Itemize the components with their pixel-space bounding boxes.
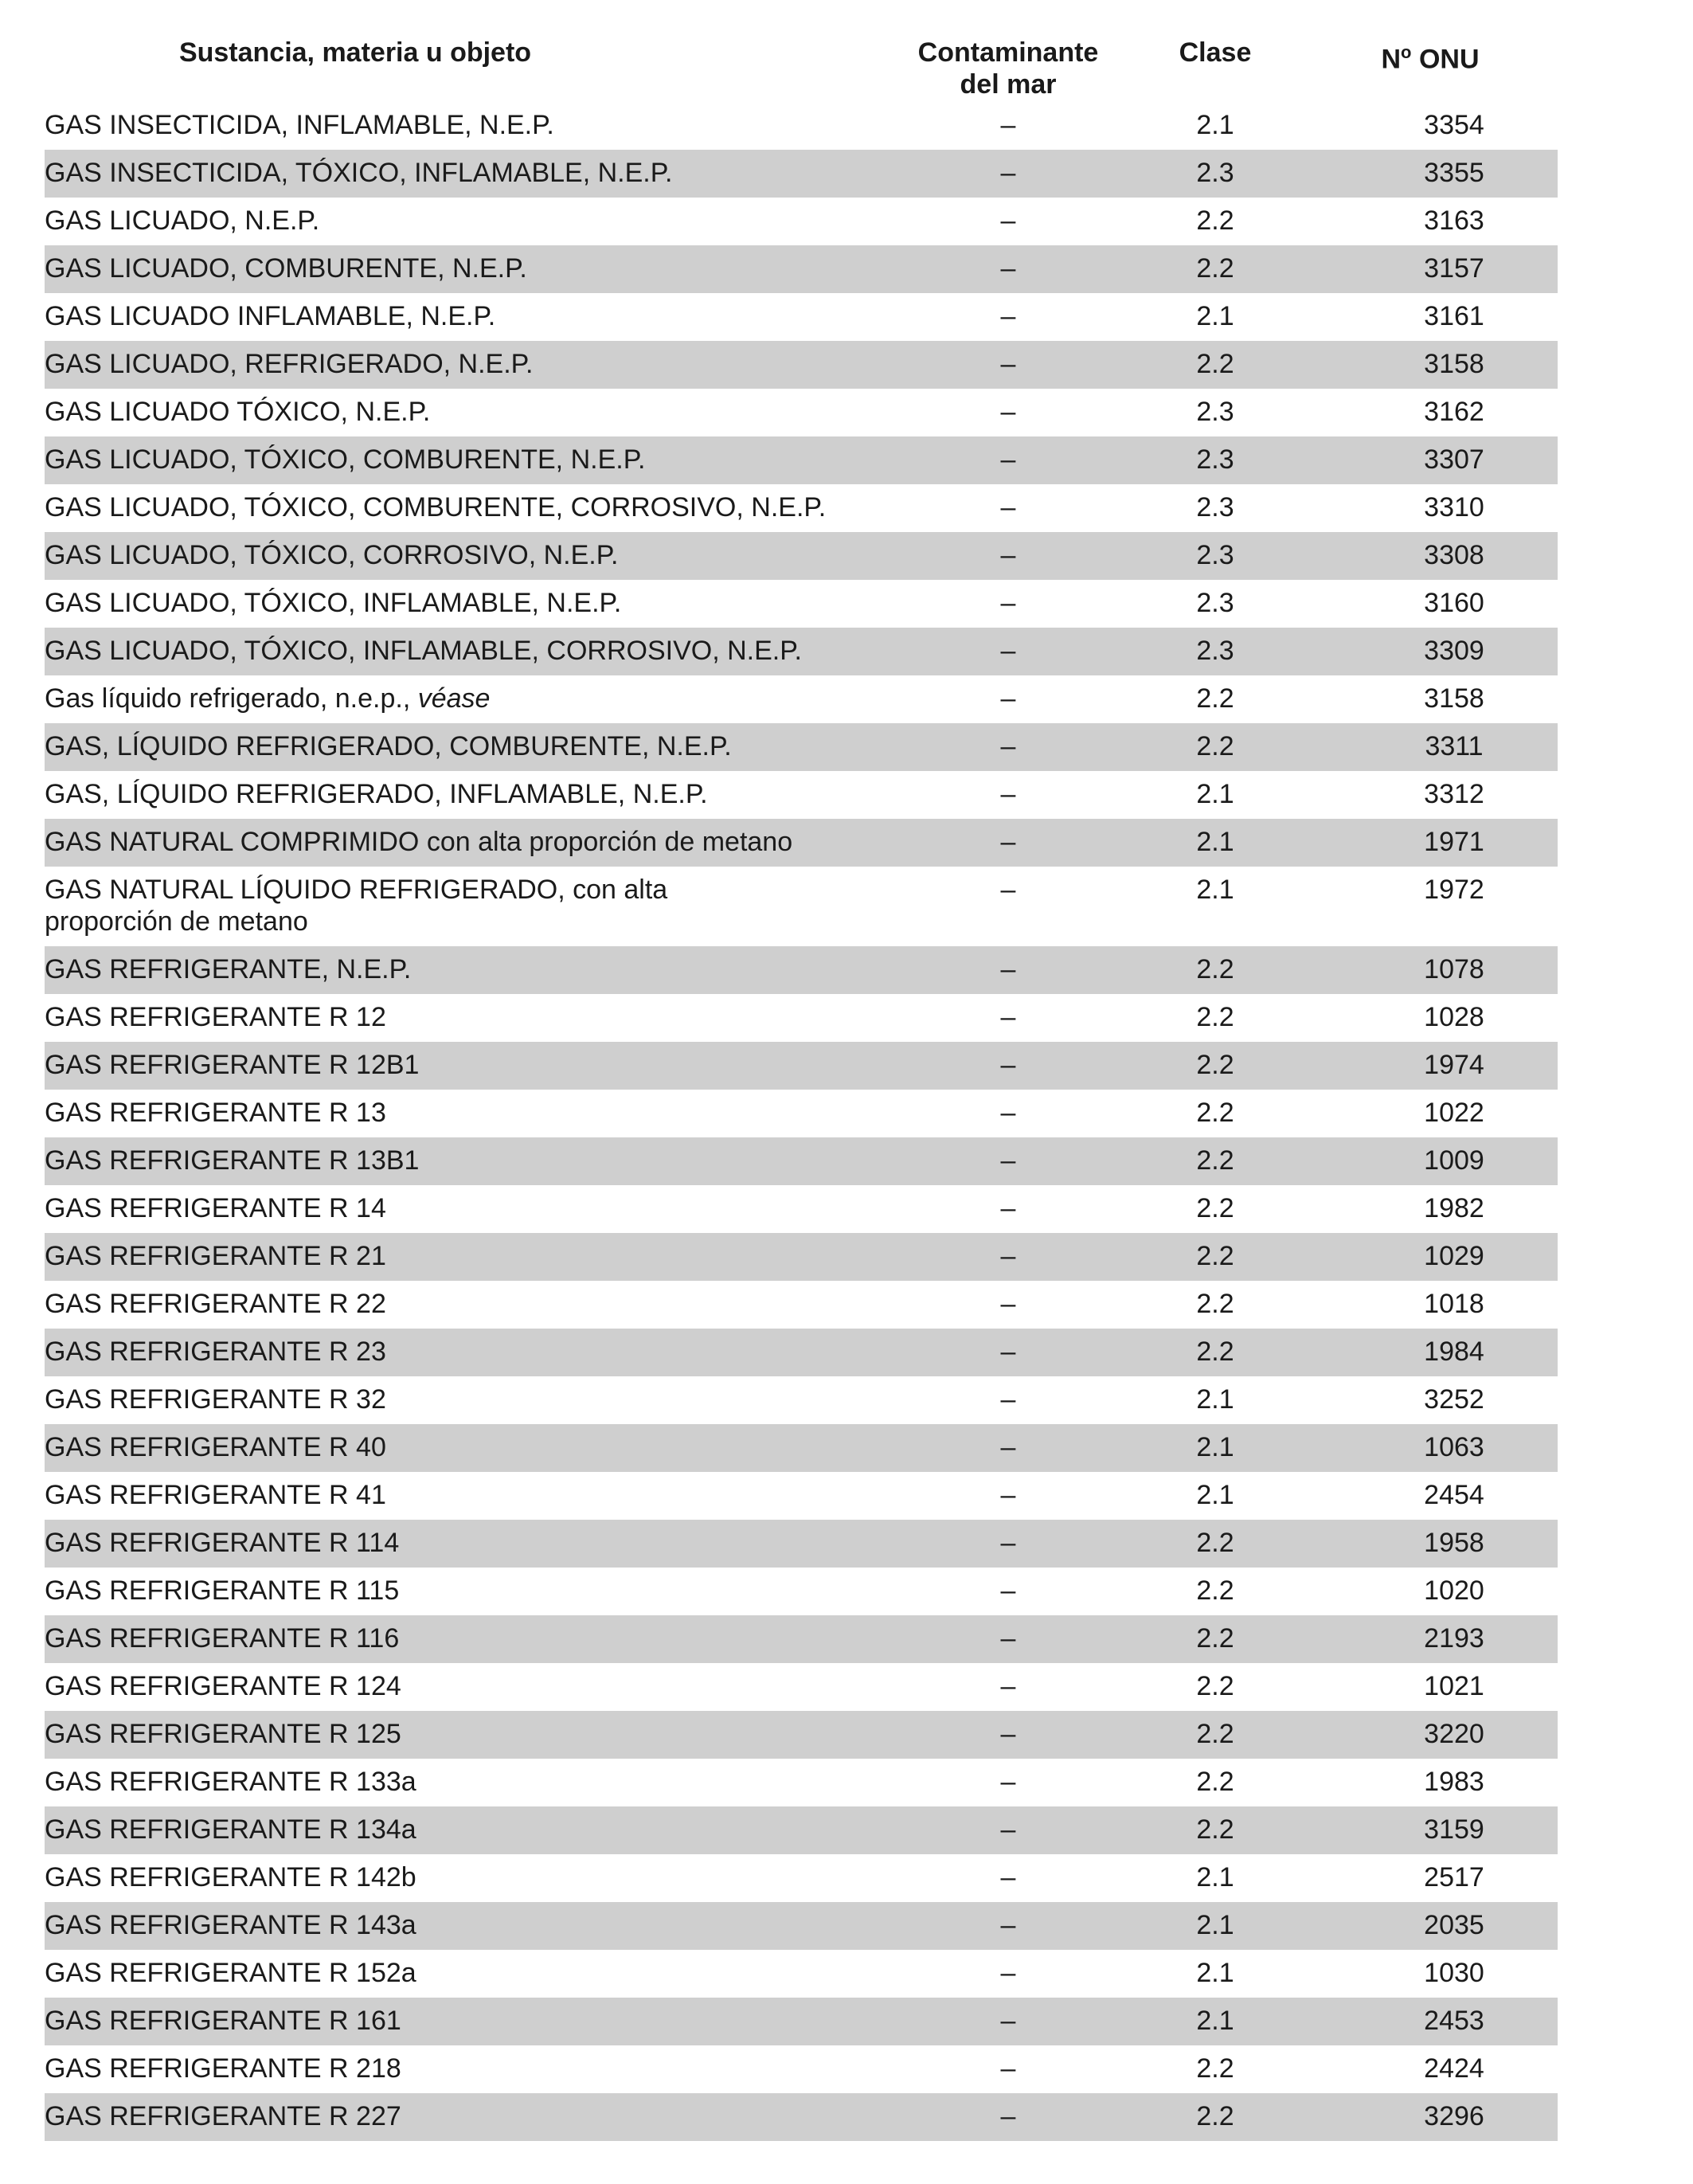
class-cell: 2.2 xyxy=(1196,1145,1234,1176)
marine-pollutant-cell: – xyxy=(1000,1002,1016,1032)
substance-name xyxy=(45,1759,936,1798)
marine-pollutant-cell: – xyxy=(1000,1337,1016,1367)
un-number-cell: 1028 xyxy=(1424,1002,1484,1032)
table-row xyxy=(45,1615,1558,1663)
marine-pollutant-cell: – xyxy=(1000,1767,1016,1797)
marine-pollutant-cell: – xyxy=(1000,588,1016,618)
un-number-cell: 3312 xyxy=(1424,779,1484,809)
class-cell: 2.1 xyxy=(1196,875,1234,905)
substance-name xyxy=(45,389,936,428)
class-cell: 2.2 xyxy=(1196,1814,1234,1845)
un-number-cell: 2517 xyxy=(1424,1862,1484,1892)
class-cell: 2.3 xyxy=(1196,444,1234,475)
class-cell: 2.1 xyxy=(1196,1910,1234,1940)
un-number-cell: 2453 xyxy=(1424,2006,1484,2036)
class-cell: 2.2 xyxy=(1196,2053,1234,2084)
class-cell: 2.1 xyxy=(1196,1480,1234,1510)
substance-name xyxy=(45,723,936,762)
table-row xyxy=(45,1281,1558,1329)
un-number-cell: 1029 xyxy=(1424,1241,1484,1271)
class-cell: 2.2 xyxy=(1196,1337,1234,1367)
un-number-cell: 3162 xyxy=(1424,397,1484,427)
marine-pollutant-cell: – xyxy=(1000,540,1016,570)
class-cell: 2.1 xyxy=(1196,1432,1234,1462)
marine-pollutant-cell: – xyxy=(1000,1719,1016,1749)
un-number-cell: 3355 xyxy=(1424,158,1484,188)
table-row xyxy=(45,1663,1558,1711)
substance-name xyxy=(45,484,936,523)
marine-pollutant-cell: – xyxy=(1000,205,1016,236)
marine-pollutant-cell: – xyxy=(1000,301,1016,331)
substance-name xyxy=(45,436,936,476)
class-cell: 2.2 xyxy=(1196,1050,1234,1080)
substance-name xyxy=(45,1137,936,1176)
class-cell: 2.2 xyxy=(1196,1767,1234,1797)
substance-name-text: GAS REFRIGERANTE R 12 xyxy=(45,1002,386,1032)
table-row xyxy=(45,1137,1558,1185)
substance-name xyxy=(45,628,936,667)
table-row xyxy=(45,1090,1558,1137)
substance-name xyxy=(45,1472,936,1511)
un-number-cell: 1022 xyxy=(1424,1098,1484,1128)
table-row xyxy=(45,819,1558,867)
table-row xyxy=(45,436,1558,484)
table-row xyxy=(45,150,1558,198)
substance-name xyxy=(45,1663,936,1702)
substance-name-text: GAS INSECTICIDA, INFLAMABLE, N.E.P. xyxy=(45,110,554,140)
marine-pollutant-cell: – xyxy=(1000,158,1016,188)
substance-name xyxy=(45,994,936,1033)
marine-pollutant-cell: – xyxy=(1000,1145,1016,1176)
class-cell: 2.1 xyxy=(1196,1958,1234,1988)
substance-name xyxy=(45,245,936,284)
class-cell: 2.2 xyxy=(1196,731,1234,761)
un-number-cell: 1063 xyxy=(1424,1432,1484,1462)
substance-name-text: GAS REFRIGERANTE R 161 xyxy=(45,2006,401,2036)
substance-name xyxy=(45,2045,936,2084)
table-row xyxy=(45,341,1558,389)
substance-name-text: GAS REFRIGERANTE R 143a xyxy=(45,1910,416,1940)
un-number-cell: 1009 xyxy=(1424,1145,1484,1176)
un-number-cell: 1984 xyxy=(1424,1337,1484,1367)
un-number-cell: 3309 xyxy=(1424,636,1484,666)
table-row xyxy=(45,1233,1558,1281)
substance-name-text: GAS LICUADO, TÓXICO, INFLAMABLE, N.E.P. xyxy=(45,588,622,618)
marine-pollutant-cell: – xyxy=(1000,731,1016,761)
substance-name xyxy=(45,1950,936,1989)
substance-table xyxy=(45,32,1558,2141)
table-row xyxy=(45,994,1558,1042)
class-cell: 2.2 xyxy=(1196,1098,1234,1128)
marine-pollutant-cell: – xyxy=(1000,1384,1016,1415)
table-row xyxy=(45,198,1558,245)
marine-pollutant-cell: – xyxy=(1000,1671,1016,1701)
class-cell: 2.1 xyxy=(1196,779,1234,809)
class-cell: 2.2 xyxy=(1196,205,1234,236)
un-number-cell: 3157 xyxy=(1424,253,1484,284)
class-cell: 2.1 xyxy=(1196,1384,1234,1415)
header-un-prefix: N xyxy=(1381,44,1402,75)
table-row xyxy=(45,1759,1558,1806)
table-row xyxy=(45,675,1558,723)
marine-pollutant-cell: – xyxy=(1000,1289,1016,1319)
substance-name-text: GAS REFRIGERANTE R 142b xyxy=(45,1862,416,1892)
table-row xyxy=(45,389,1558,436)
table-row xyxy=(45,771,1558,819)
substance-name-text: GAS REFRIGERANTE R 23 xyxy=(45,1337,386,1367)
substance-name-text: GAS INSECTICIDA, TÓXICO, INFLAMABLE, N.E.P. xyxy=(45,158,673,188)
substance-name xyxy=(45,1042,936,1081)
substance-name-text: GAS NATURAL COMPRIMIDO con alta proporción de metano xyxy=(45,827,793,857)
substance-name-text: GAS REFRIGERANTE R 227 xyxy=(45,2101,401,2131)
substance-name xyxy=(45,1233,936,1272)
un-number-cell: 1078 xyxy=(1424,954,1484,984)
header-un-number xyxy=(1303,32,1558,102)
substance-name xyxy=(45,1424,936,1463)
un-number-cell: 3354 xyxy=(1424,110,1484,140)
marine-pollutant-cell: – xyxy=(1000,253,1016,284)
substance-name-text: GAS REFRIGERANTE R 22 xyxy=(45,1289,386,1319)
un-number-cell: 1974 xyxy=(1424,1050,1484,1080)
class-cell: 2.1 xyxy=(1196,827,1234,857)
marine-pollutant-cell: – xyxy=(1000,2053,1016,2084)
substance-name-text: GAS REFRIGERANTE R 32 xyxy=(45,1384,386,1415)
un-number-cell: 3307 xyxy=(1424,444,1484,475)
un-number-cell: 3308 xyxy=(1424,540,1484,570)
marine-pollutant-cell: – xyxy=(1000,2006,1016,2036)
substance-name xyxy=(45,532,936,571)
table-row xyxy=(45,484,1558,532)
class-cell: 2.3 xyxy=(1196,397,1234,427)
marine-pollutant-cell: – xyxy=(1000,492,1016,523)
marine-pollutant-cell: – xyxy=(1000,1862,1016,1892)
marine-pollutant-cell: – xyxy=(1000,1910,1016,1940)
un-number-cell: 3252 xyxy=(1424,1384,1484,1415)
table-row xyxy=(45,1424,1558,1472)
substance-name-text: GAS REFRIGERANTE R 152a xyxy=(45,1958,416,1988)
substance-name xyxy=(45,867,936,937)
table-row xyxy=(45,1042,1558,1090)
substance-name-text: GAS REFRIGERANTE R 14 xyxy=(45,1193,386,1223)
substance-name-text: GAS NATURAL LÍQUIDO REFRIGERADO, con alta xyxy=(45,875,668,905)
class-cell: 2.1 xyxy=(1196,301,1234,331)
un-number-cell: 1030 xyxy=(1424,1958,1484,1988)
substance-name-text: GAS LICUADO, COMBURENTE, N.E.P. xyxy=(45,253,527,284)
substance-name xyxy=(45,580,936,619)
table-header xyxy=(45,32,1558,102)
substance-name-text: GAS REFRIGERANTE R 21 xyxy=(45,1241,386,1271)
substance-name xyxy=(45,1806,936,1845)
substance-name xyxy=(45,946,936,985)
un-number-cell: 3161 xyxy=(1424,301,1484,331)
substance-name-text: GAS REFRIGERANTE R 13 xyxy=(45,1098,386,1128)
un-number-cell: 3159 xyxy=(1424,1814,1484,1845)
substance-name xyxy=(45,2093,936,2132)
marine-pollutant-cell: – xyxy=(1000,1050,1016,1080)
class-cell: 2.2 xyxy=(1196,1241,1234,1271)
substance-name xyxy=(45,150,936,189)
substance-name-text: GAS LICUADO, REFRIGERADO, N.E.P. xyxy=(45,349,534,379)
table-row xyxy=(45,102,1558,150)
class-cell: 2.3 xyxy=(1196,636,1234,666)
substance-name-text: GAS REFRIGERANTE R 116 xyxy=(45,1623,400,1654)
substance-name-text: GAS REFRIGERANTE, N.E.P. xyxy=(45,954,412,984)
substance-name xyxy=(45,1185,936,1224)
class-cell: 2.2 xyxy=(1196,349,1234,379)
substance-name xyxy=(45,1329,936,1368)
substance-name-text: GAS REFRIGERANTE R 125 xyxy=(45,1719,401,1749)
marine-pollutant-cell: – xyxy=(1000,954,1016,984)
un-number-cell: 1958 xyxy=(1424,1528,1484,1558)
marine-pollutant-cell: – xyxy=(1000,1193,1016,1223)
un-number-cell: 3220 xyxy=(1424,1719,1484,1749)
marine-pollutant-cell: – xyxy=(1000,110,1016,140)
marine-pollutant-cell: – xyxy=(1000,1480,1016,1510)
class-cell: 2.2 xyxy=(1196,683,1234,714)
table-row xyxy=(45,580,1558,628)
un-number-cell: 3158 xyxy=(1424,349,1484,379)
class-cell: 2.2 xyxy=(1196,253,1234,284)
substance-name-text: GAS LICUADO, TÓXICO, COMBURENTE, CORROSIVO, N.E.P. xyxy=(45,492,827,523)
class-cell: 2.2 xyxy=(1196,954,1234,984)
class-cell: 2.3 xyxy=(1196,158,1234,188)
substance-name xyxy=(45,102,936,141)
header-class: Clase xyxy=(1179,37,1252,68)
table-row xyxy=(45,293,1558,341)
substance-name xyxy=(45,1281,936,1320)
substance-name xyxy=(45,771,936,810)
marine-pollutant-cell: – xyxy=(1000,444,1016,475)
substance-name-continuation: proporción de metano xyxy=(45,906,308,937)
class-cell: 2.2 xyxy=(1196,1671,1234,1701)
class-cell: 2.3 xyxy=(1196,492,1234,523)
table-row xyxy=(45,2093,1558,2141)
substance-name-text: GAS REFRIGERANTE R 124 xyxy=(45,1671,401,1701)
marine-pollutant-cell: – xyxy=(1000,683,1016,714)
marine-pollutant-cell: – xyxy=(1000,875,1016,905)
see-reference: véase xyxy=(417,683,491,714)
un-number-cell: 3158 xyxy=(1424,683,1484,714)
substance-name-text: GAS LICUADO, TÓXICO, INFLAMABLE, CORROSIVO, N.E.P. xyxy=(45,636,802,666)
substance-name xyxy=(45,1615,936,1654)
table-row xyxy=(45,867,1558,946)
table-row xyxy=(45,1902,1558,1950)
un-number-cell: 2424 xyxy=(1424,2053,1484,2084)
marine-pollutant-cell: – xyxy=(1000,1623,1016,1654)
table-row xyxy=(45,723,1558,771)
marine-pollutant-cell: – xyxy=(1000,827,1016,857)
table-row xyxy=(45,1185,1558,1233)
class-cell: 2.2 xyxy=(1196,1002,1234,1032)
header-spacer xyxy=(666,32,936,102)
substance-name-text: GAS REFRIGERANTE R 134a xyxy=(45,1814,416,1845)
substance-name xyxy=(45,341,936,380)
substance-name xyxy=(45,198,936,237)
substance-name xyxy=(45,1568,936,1607)
table-row xyxy=(45,532,1558,580)
substance-name-text: GAS REFRIGERANTE R 40 xyxy=(45,1432,386,1462)
substance-name xyxy=(45,293,936,332)
table-row xyxy=(45,628,1558,675)
un-number-cell: 1983 xyxy=(1424,1767,1484,1797)
marine-pollutant-cell: – xyxy=(1000,1098,1016,1128)
header-un-suffix: ONU xyxy=(1411,44,1480,75)
class-cell: 2.3 xyxy=(1196,540,1234,570)
un-number-cell: 2035 xyxy=(1424,1910,1484,1940)
table-row xyxy=(45,1854,1558,1902)
class-cell: 2.2 xyxy=(1196,1575,1234,1606)
marine-pollutant-cell: – xyxy=(1000,779,1016,809)
table-row xyxy=(45,1472,1558,1520)
un-number-cell: 2193 xyxy=(1424,1623,1484,1654)
substance-name-text: GAS REFRIGERANTE R 13B1 xyxy=(45,1145,420,1176)
substance-name xyxy=(45,1854,936,1893)
class-cell: 2.2 xyxy=(1196,2101,1234,2131)
table-row xyxy=(45,1950,1558,1998)
un-number-cell: 3163 xyxy=(1424,205,1484,236)
header-substance: Sustancia, materia u objeto xyxy=(178,37,532,68)
un-number-cell: 1982 xyxy=(1424,1193,1484,1223)
table-row xyxy=(45,1568,1558,1615)
substance-name-text: GAS REFRIGERANTE R 133a xyxy=(45,1767,416,1797)
table-row xyxy=(45,1806,1558,1854)
substance-name-text: GAS REFRIGERANTE R 218 xyxy=(45,2053,401,2084)
class-cell: 2.1 xyxy=(1196,110,1234,140)
table-row xyxy=(45,1711,1558,1759)
substance-name xyxy=(45,1520,936,1559)
class-cell: 2.2 xyxy=(1196,1528,1234,1558)
substance-name-text: GAS REFRIGERANTE R 115 xyxy=(45,1575,400,1606)
substance-name xyxy=(45,819,936,858)
marine-pollutant-cell: – xyxy=(1000,1528,1016,1558)
substance-name-text: GAS, LÍQUIDO REFRIGERADO, INFLAMABLE, N.E.P. xyxy=(45,779,708,809)
substance-name xyxy=(45,1902,936,1941)
un-number-cell: 1018 xyxy=(1424,1289,1484,1319)
header-marine-pollutant: Contaminante del mar xyxy=(917,37,1099,100)
class-cell: 2.2 xyxy=(1196,1623,1234,1654)
class-cell: 2.1 xyxy=(1196,2006,1234,2036)
class-cell: 2.1 xyxy=(1196,1862,1234,1892)
substance-name xyxy=(45,1711,936,1750)
substance-name xyxy=(45,1998,936,2037)
substance-name-text: GAS, LÍQUIDO REFRIGERADO, COMBURENTE, N.E.P. xyxy=(45,731,732,761)
un-number-cell: 3311 xyxy=(1425,731,1484,761)
marine-pollutant-cell: – xyxy=(1000,1958,1016,1988)
substance-name xyxy=(45,1376,936,1415)
marine-pollutant-cell: – xyxy=(1000,636,1016,666)
table-row xyxy=(45,2045,1558,2093)
marine-pollutant-cell: – xyxy=(1000,2101,1016,2131)
class-cell: 2.3 xyxy=(1196,588,1234,618)
marine-pollutant-cell: – xyxy=(1000,349,1016,379)
un-number-cell: 1021 xyxy=(1424,1671,1484,1701)
marine-pollutant-cell: – xyxy=(1000,1575,1016,1606)
substance-name-text: GAS REFRIGERANTE R 41 xyxy=(45,1480,386,1510)
table-row xyxy=(45,1520,1558,1568)
substance-name xyxy=(45,675,936,714)
substance-name-text: GAS LICUADO INFLAMABLE, N.E.P. xyxy=(45,301,496,331)
table-body xyxy=(45,102,1558,2141)
table-row xyxy=(45,1329,1558,1376)
un-number-cell: 3296 xyxy=(1424,2101,1484,2131)
class-cell: 2.2 xyxy=(1196,1193,1234,1223)
un-number-cell: 1972 xyxy=(1424,875,1484,905)
un-number-cell: 1971 xyxy=(1424,827,1484,857)
marine-pollutant-cell: – xyxy=(1000,1814,1016,1845)
un-number-cell: 3160 xyxy=(1424,588,1484,618)
marine-pollutant-cell: – xyxy=(1000,1241,1016,1271)
substance-name-text: GAS REFRIGERANTE R 114 xyxy=(45,1528,400,1558)
class-cell: 2.2 xyxy=(1196,1289,1234,1319)
substance-name-text: GAS LICUADO, TÓXICO, CORROSIVO, N.E.P. xyxy=(45,540,619,570)
substance-name-text: GAS LICUADO, TÓXICO, COMBURENTE, N.E.P. xyxy=(45,444,646,475)
table-row xyxy=(45,946,1558,994)
class-cell: 2.2 xyxy=(1196,1719,1234,1749)
substance-name-text: Gas líquido refrigerado, n.e.p., xyxy=(45,683,418,714)
marine-pollutant-cell: – xyxy=(1000,1432,1016,1462)
substance-name-text: GAS LICUADO, N.E.P. xyxy=(45,205,320,236)
substance-name xyxy=(45,1090,936,1129)
marine-pollutant-cell: – xyxy=(1000,397,1016,427)
table-row xyxy=(45,1998,1558,2045)
un-number-cell: 3310 xyxy=(1424,492,1484,523)
table-row xyxy=(45,1376,1558,1424)
header-un-superscript: o xyxy=(1401,42,1412,62)
un-number-cell: 2454 xyxy=(1424,1480,1484,1510)
substance-name-text: GAS LICUADO TÓXICO, N.E.P. xyxy=(45,397,431,427)
table-row xyxy=(45,245,1558,293)
un-number-cell: 1020 xyxy=(1424,1575,1484,1606)
substance-name-text: GAS REFRIGERANTE R 12B1 xyxy=(45,1050,420,1080)
